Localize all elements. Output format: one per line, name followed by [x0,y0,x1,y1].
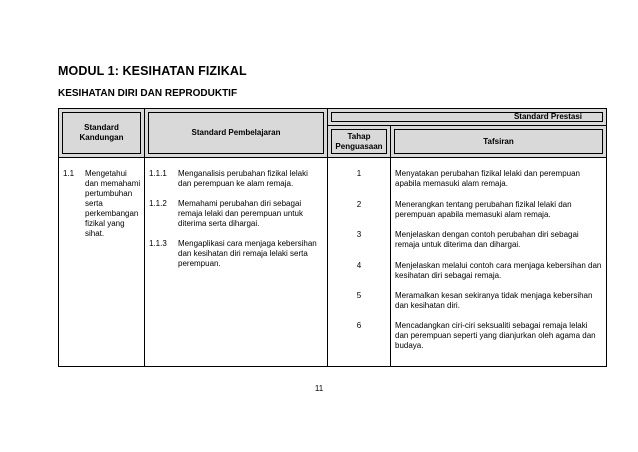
pembelajaran-text: Menganalisis perubahan fizikal lelaki dan perempuan ke alam remaja. [178,169,308,188]
tahap-value: 6 [356,321,362,330]
header-standard-prestasi-label: Standard Prestasi [513,112,582,121]
header-tahap-line1: Tahap [347,131,371,141]
pembelajaran-item [145,189,327,229]
cell-tafsiran [391,158,607,367]
header-tahap-penguasaan [328,126,391,158]
header-tahap-line2: Penguasaan [335,141,383,151]
header-tafsiran-label: Tafsiran [483,136,514,146]
pembelajaran-number: 1.1.2 [149,199,167,208]
header-standard-kandungan-line1: Standard [84,123,119,132]
header-standard-pembelajaran [145,109,328,158]
header-tafsiran [391,126,607,158]
pembelajaran-text: Memahami perubahan diri sebagai remaja lelaki dan perempuan untuk diterima serta dihargai. [178,199,303,228]
page-number: 11 [314,384,324,393]
section-subtitle: KESIHATAN DIRI DAN REPRODUKTIF [58,88,238,99]
pembelajaran-number: 1.1.1 [149,169,167,178]
cell-pembelajaran [145,158,328,367]
cell-tahap [328,158,391,367]
header-standard-pembelajaran-label: Standard Pembelajaran [191,128,281,137]
kandungan-text: Mengetahui dan memahami pertumbuhan serta perkembangan fizikal yang sihat. [85,169,141,238]
tahap-value: 1 [356,169,362,178]
tafsiran-text: Mencadangkan ciri-ciri seksualiti sebagai remaja lelaki dan perempuan seperti yang dianjurkan oleh agama dan budaya. [395,321,596,350]
cell-kandungan [59,158,145,367]
tahap-value: 5 [356,291,362,300]
tahap-value: 2 [356,200,362,209]
tahap-value: 4 [356,261,362,270]
tafsiran-text: Menyatakan perubahan fizikal lelaki dan perempuan apabila memasuki alam remaja. [395,169,581,188]
tafsiran-text: Menjelaskan melalui contoh cara menjaga kebersihan dan kesihatan diri sebagai remaja. [395,261,602,280]
pembelajaran-item [145,158,327,189]
kandungan-number: 1.1 [63,169,75,178]
header-standard-kandungan [59,109,145,158]
pembelajaran-item [145,229,327,269]
tafsiran-text: Menjelaskan dengan contoh perubahan diri sebagai remaja untuk diterima dan dihargai. [395,230,579,249]
kandungan-item [59,158,144,239]
pembelajaran-text: Mengaplikasi cara menjaga kebersihan dan kesihatan diri remaja lelaki serta perempuan. [178,239,317,268]
tafsiran-text: Menerangkan tentang perubahan fizikal lelaki dan perempuan apabila memasuki alam remaja. [395,200,572,219]
standards-table [58,108,607,367]
page-title: MODUL 1: KESIHATAN FIZIKAL [58,64,247,78]
tafsiran-text: Meramalkan kesan sekiranya tidak menjaga kebersihan dan kesihatan diri. [395,291,593,310]
pembelajaran-number: 1.1.3 [149,239,167,248]
header-standard-prestasi [328,109,607,126]
header-standard-kandungan-line2: Kandungan [79,133,124,142]
tahap-value: 3 [356,230,362,239]
